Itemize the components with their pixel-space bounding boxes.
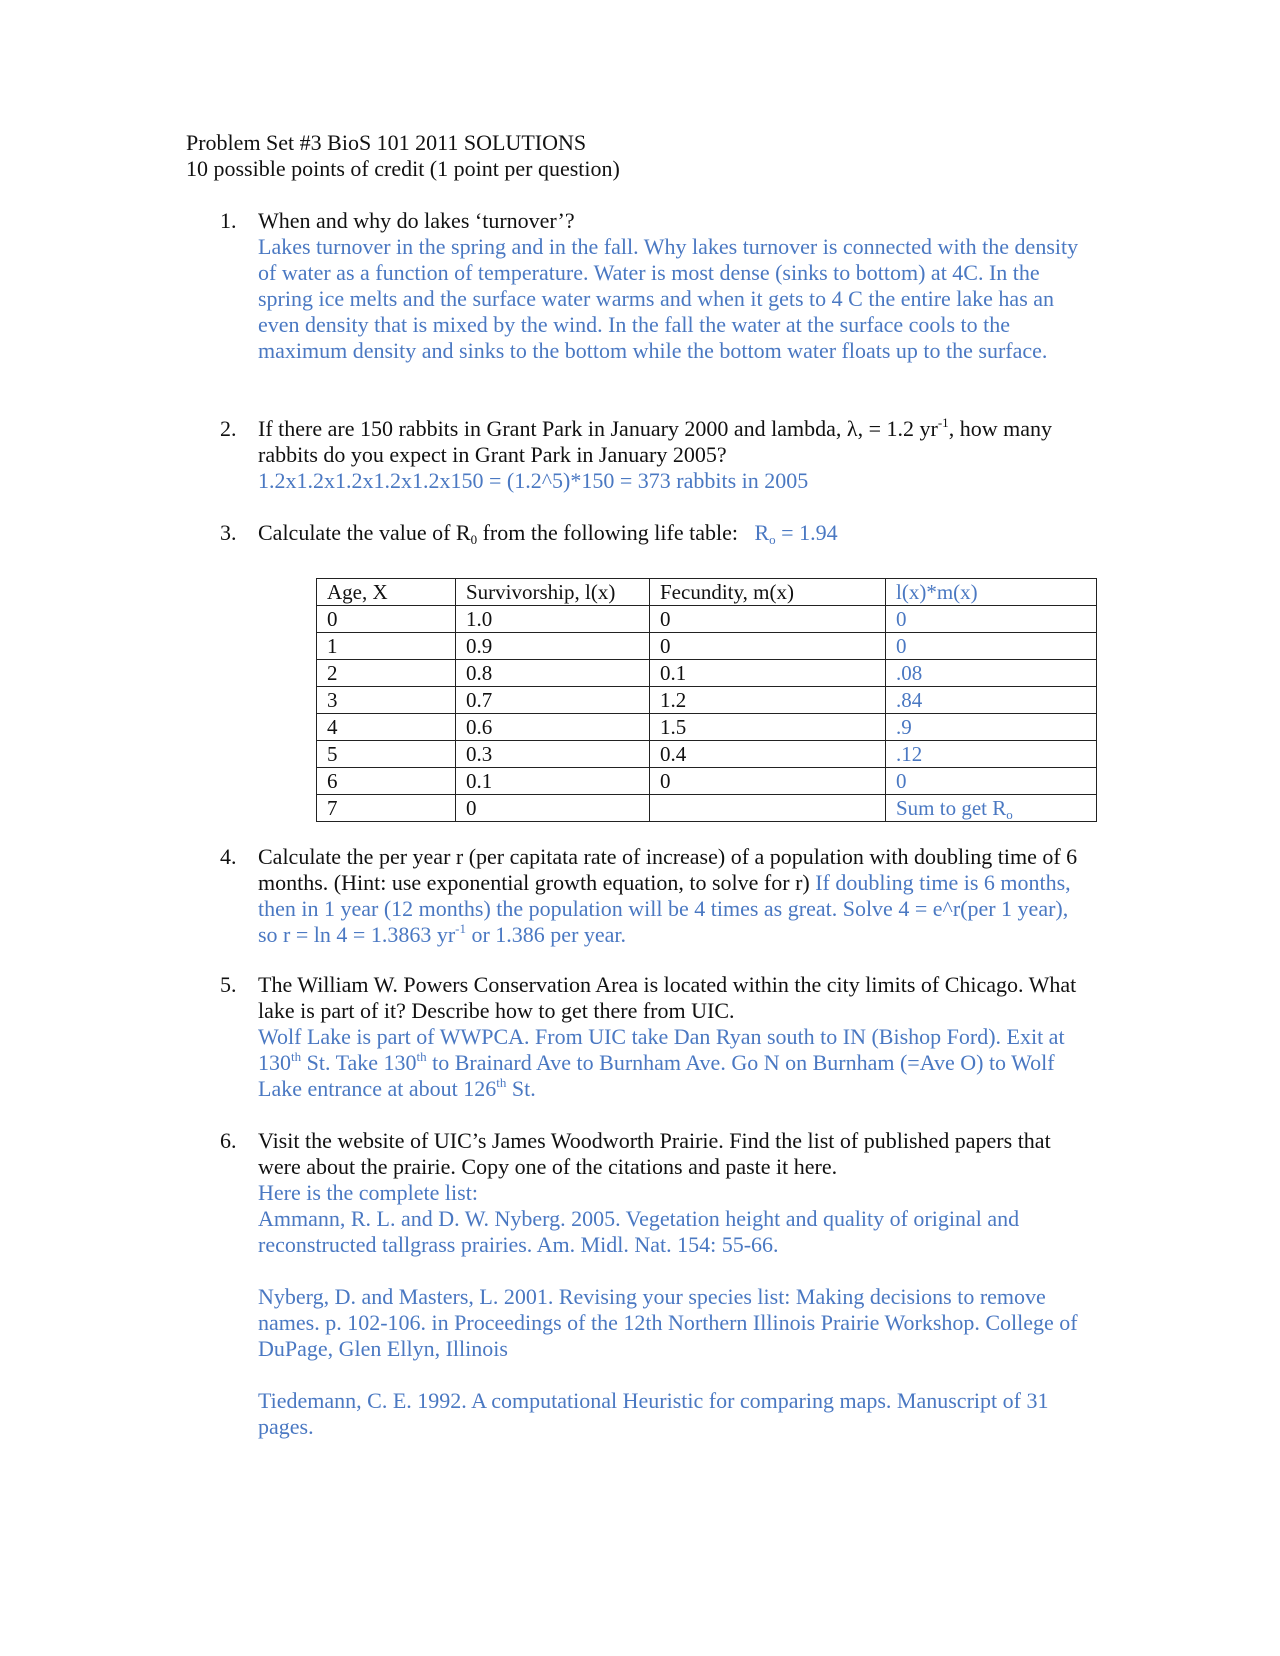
table-row (317, 687, 1097, 714)
column-header: Fecundity, m(x) (650, 579, 886, 606)
table-cell: 0.1 (650, 660, 886, 687)
table-cell: .12 (886, 741, 1097, 768)
table-cell: 7 (317, 795, 456, 822)
table-cell: 1 (317, 633, 456, 660)
table-cell: 0.8 (456, 660, 650, 687)
table-cell: 0.3 (456, 741, 650, 768)
table-cell: 0.6 (456, 714, 650, 741)
question-number: 6. (220, 1128, 237, 1153)
question-number: 3. (220, 520, 237, 545)
answer-intro: Here is the complete list: (258, 1180, 478, 1205)
question-number: 1. (220, 208, 237, 233)
question-number: 5. (220, 972, 237, 997)
table-cell: 1.2 (650, 687, 886, 714)
answer-text: 1.2x1.2x1.2x1.2x1.2x150 = (1.2^5)*150 = 373 rabbits in 2005 (258, 468, 809, 493)
table-cell: 2 (317, 660, 456, 687)
table-cell: 0 (456, 795, 650, 822)
table-cell: .9 (886, 714, 1097, 741)
question-text: If there are 150 rabbits in Grant Park in January 2000 and lambda, λ, = 1.2 $yr^{-1}$, how many rabbits do you expect in Grant Park in January 2005? (258, 415, 1052, 467)
document-title: Problem Set #3 BioS 101 2011 SOLUTIONS (186, 130, 587, 155)
table-row (317, 768, 1097, 795)
table-cell: 0 (650, 606, 886, 633)
table-cell: 0 (886, 633, 1097, 660)
document-subtitle: 10 possible points of credit (1 point per question) (186, 156, 620, 181)
table-cell: 0 (886, 606, 1097, 633)
table-cell: .08 (886, 660, 1097, 687)
question-number: 2. (220, 416, 237, 441)
question-text: Visit the website of UIC’s James Woodworth Prairie. Find the list of published papers that were about the prairie. Copy one of the citations and paste it here. (258, 1128, 1051, 1179)
question-text: Calculate the per year r (per capitata rate of increase) of a population with doubling time of 6 months. (Hint: use exponential growth equation, to solve for r) If doubling time is 6 months, then in 1 year (12 months) the population will be 4 times as great. Solve 4 = e^r(per 1 year), so r = ln 4 = 1.3863 $yr^{-1}$ or 1.386 per year. (258, 844, 1078, 947)
table-cell: 0 (886, 768, 1097, 795)
table-cell: 0.7 (456, 687, 650, 714)
question-number: 4. (220, 844, 237, 869)
table-cell (650, 795, 886, 822)
answer-text: $R_o = 1.94$ (754, 520, 838, 547)
citation: Nyberg, D. and Masters, L. 2001. Revising your species list: Making decisions to remove names. p. 102-106. in Proceedings of the 12th Northern Illinois Prairie Workshop. College of DuPage, Glen Ellyn, Illinois (258, 1284, 1078, 1361)
citation: Tiedemann, C. E. 1992. A computational Heuristic for comparing maps. Manuscript of 31 pages. (258, 1388, 1049, 1439)
table-cell: 1.0 (456, 606, 650, 633)
question-text: The William W. Powers Conservation Area is located within the city limits of Chicago. What lake is part of it? Describe how to get there from UIC. (258, 972, 1077, 1023)
column-header: Survivorship, l(x) (456, 579, 650, 606)
column-header: l(x)*m(x) (886, 579, 1097, 606)
column-header: Age, X (317, 579, 456, 606)
table-row (317, 741, 1097, 768)
answer-text: If doubling time is 6 months, then in 1 year (12 months) the population will be 4 times as great. Solve 4 = e^r(per 1 year), so r = ln 4 = 1.3863 $yr^{-1}$ or 1.386 per year. (258, 870, 1071, 947)
table-cell: 0 (650, 768, 886, 795)
table-cell: 0.4 (650, 741, 886, 768)
table-cell: 6 (317, 768, 456, 795)
document-header (186, 130, 1136, 182)
table-row (317, 795, 1097, 822)
table-cell: 0.1 (456, 768, 650, 795)
table-cell: 0.9 (456, 633, 650, 660)
table-cell: 5 (317, 741, 456, 768)
table-cell: 4 (317, 714, 456, 741)
table-row (317, 606, 1097, 633)
answer-text: Wolf Lake is part of WWPCA. From UIC take Dan Ryan south to IN (Bishop Ford). Exit at 130th St. Take 130th to Brainard Ave to Burnham Ave. Go N on Burnham (=Ave O) to Wolf Lake entrance at about 126th St. (258, 1024, 1065, 1101)
table-cell: 1.5 (650, 714, 886, 741)
table-row (317, 660, 1097, 687)
table-cell: 0 (650, 633, 886, 660)
table-cell: 3 (317, 687, 456, 714)
table-cell: Sum to get $R_o$ (886, 795, 1097, 822)
question-text: Calculate the value of $R_0$ from the following life table: $R_o = 1.94$ (258, 520, 838, 547)
citation: Ammann, R. L. and D. W. Nyberg. 2005. Vegetation height and quality of original and reconstructed tallgrass prairies. Am. Midl. Nat. 154: 55-66. (258, 1206, 1020, 1257)
answer-text: Lakes turnover in the spring and in the fall. Why lakes turnover is connected with the density of water as a function of temperature. Water is most dense (sinks to bottom) at 4C. In the spring ice melts and the surface water warms and when it gets to 4 C the entire lake has an even density that is mixed by the wind. In the fall the water at the surface cools to the maximum density and sinks to the bottom while the bottom water floats up to the surface. (258, 234, 1079, 363)
table-cell: 0 (317, 606, 456, 633)
table-cell: .84 (886, 687, 1097, 714)
table-row (317, 633, 1097, 660)
life-table (316, 578, 1097, 822)
question-text: When and why do lakes ‘turnover’? (258, 208, 575, 233)
table-header-row (317, 579, 1097, 606)
table-row (317, 714, 1097, 741)
